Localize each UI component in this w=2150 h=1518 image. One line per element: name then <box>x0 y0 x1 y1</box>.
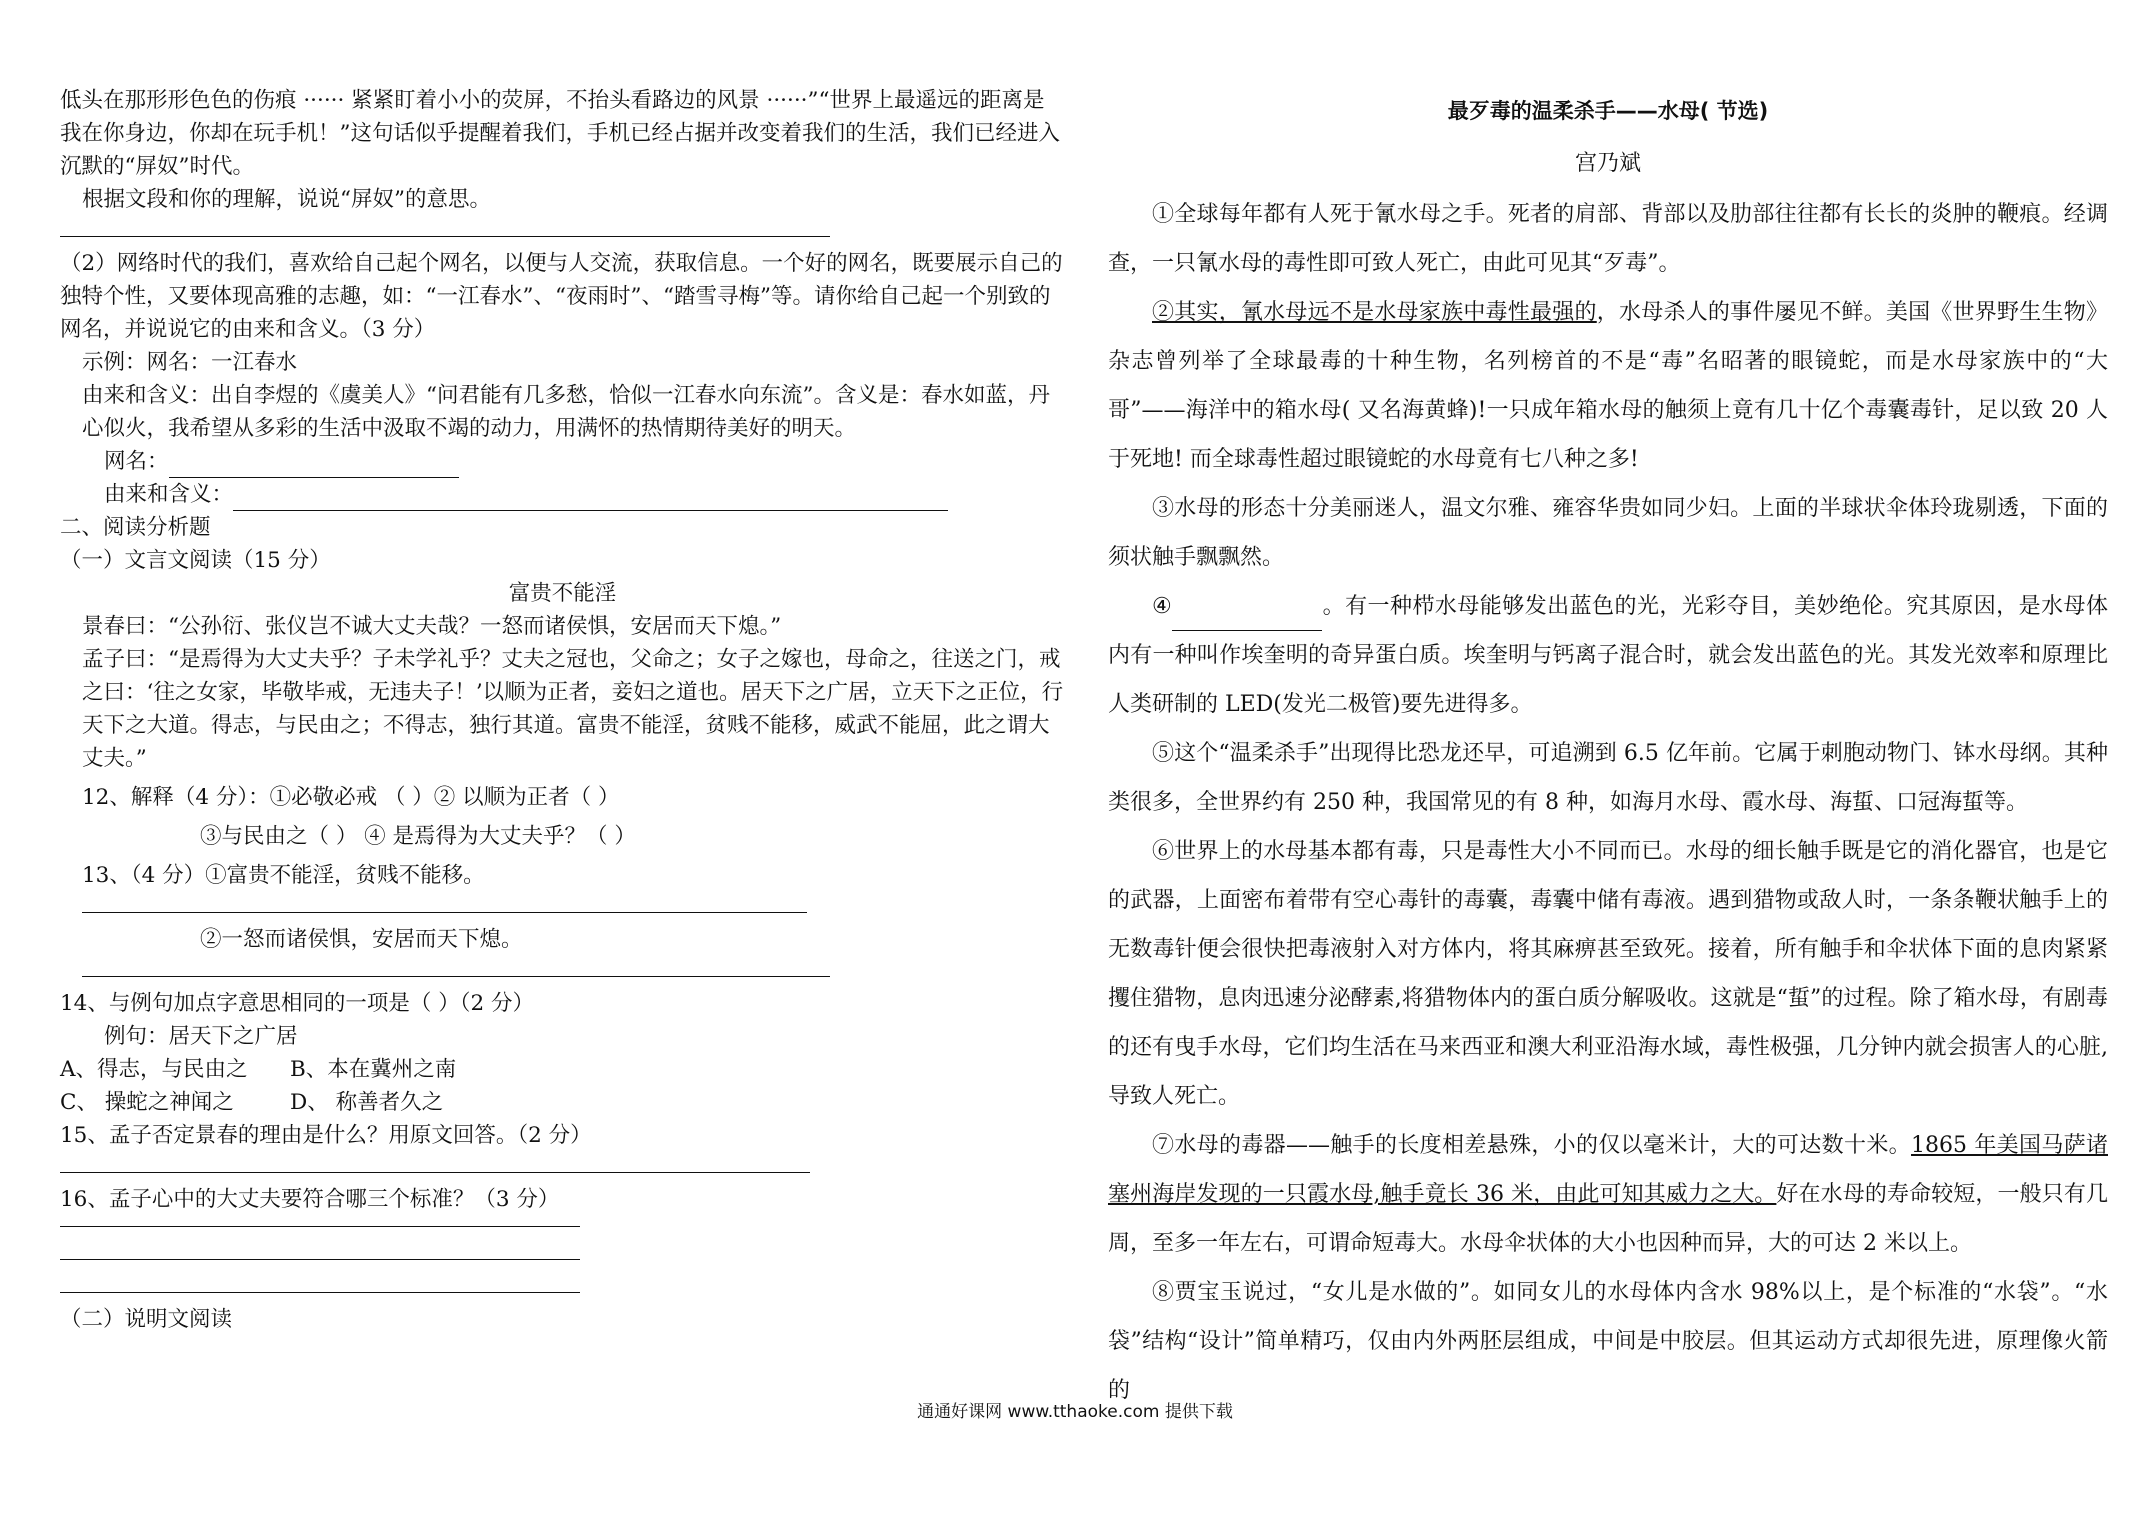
question-15: 15、孟子否定景春的理由是什么？用原文回答。（2 分） <box>60 1123 592 1148</box>
answer-line <box>60 216 830 237</box>
section-2-2-heading: （二）说明文阅读 <box>60 1307 233 1332</box>
article-paragraph-1: ①全球每年都有人死于氰水母之手。死者的肩部、背部以及肋部往往都有长长的炎肿的鞭痕。经调查，一只氰水母的毒性即可致人死亡，由此可见其“歹毒”。 <box>1108 202 2108 276</box>
answer-line <box>82 892 807 913</box>
article-paragraph-4: ④ 。有一种栉水母能够发出蓝色的光，光彩夺目，美妙绝伦。究其原因，是水母体内有一种叫作埃奎明的奇异蛋白质。埃奎明与钙离子混合时，就会发出蓝色的光。其发光效率和原理比人类研制的 LED(发光二极管)要先进得多。 <box>1108 594 2108 717</box>
section-2-1-heading: （一）文言文阅读（15 分） <box>60 548 331 573</box>
question-screen-slave: 根据文段和你的理解，说说“屏奴”的意思。 <box>82 187 491 212</box>
question-14: 14、与例句加点字意思相同的一项是（ ）（2 分） <box>60 991 534 1016</box>
article-paragraph-3: ③水母的形态十分美丽迷人，温文尔雅、雍容华贵如同少妇。上面的半球状伞体玲珑剔透，下面的须状触手飘飘然。 <box>1108 496 2108 570</box>
option-d: D、 称善者久之 <box>290 1090 444 1115</box>
option-a: A、得志，与民由之 <box>60 1057 248 1082</box>
left-column <box>60 84 1065 1336</box>
question-16: 16、孟子心中的大丈夫要符合哪三个标准？（3 分） <box>60 1187 560 1212</box>
underlined-sentence: ②其实，氰水母远不是水母家族中毒性最强的 <box>1152 300 1597 325</box>
option-c: C、 操蛇之神闻之 <box>60 1090 234 1115</box>
option-b: B、本在冀州之南 <box>290 1057 457 1082</box>
name-field-row <box>60 445 1065 478</box>
classic-paragraph-1: 景春曰：“公孙衍、张仪岂不诚大丈夫哉？一怒而诸侯惧，安居而天下熄。” <box>82 614 782 639</box>
article-paragraph-6: ⑥世界上的水母基本都有毒，只是毒性大小不同而已。水母的细长触手既是它的消化器官，也是它的武器，上面密布着带有空心毒针的毒囊，毒囊中储有毒液。遇到猎物或敌人时，一条条鞭状触手上的无数毒针便会很快把毒液射入对方体内，将其麻痹甚至致死。接着，所有触手和伞状体下面的息肉紧紧攫住猎物，息肉迅速分泌酵素,将猎物体内的蛋白质分解吸收。这就是“蜇”的过程。除了箱水母，有剧毒的还有曳手水母，它们均生活在马来西亚和澳大利亚沿海水域，毒性极强，几分钟内就会损害人的心脏,导致人死亡。 <box>1108 839 2108 1109</box>
article-title: 最歹毒的温柔杀手——水母( 节选) <box>1447 99 1769 123</box>
classic-paragraph-2: 孟子曰：“是焉得为大丈夫乎？子未学礼乎？丈夫之冠也，父命之；女子之嫁也，母命之，往送之门，戒之曰：‘往之女家，毕敬毕戒，无违夫子！’以顺为正者，妾妇之道也。居天下之广居，立天下之正位，行天下之大道。得志，与民由之；不得志，独行其道。富贵不能淫，贫贱不能移，威武不能屈，此之谓大丈夫。” <box>82 647 1064 771</box>
name-label: 网名： <box>104 449 169 474</box>
options-row-2 <box>60 1086 1065 1119</box>
origin-blank <box>233 486 948 511</box>
answer-line <box>82 956 830 977</box>
right-column <box>1108 84 2108 1415</box>
section-2-heading: 二、阅读分析题 <box>60 515 211 540</box>
question-13: 13、（4 分）①富贵不能淫，贫贱不能移。 <box>82 863 485 888</box>
question-2: （2）网络时代的我们，喜欢给自己起个网名，以便与人交流，获取信息。一个好的网名，既要展示自己的独特个性，又要体现高雅的志趣，如：“一江春水”、“夜雨时”、“踏雪寻梅”等。请你给自己起一个别致的网名，并说说它的由来和含义。（3 分） <box>60 251 1063 342</box>
origin-label: 由来和含义： <box>104 482 234 507</box>
question-12-b: ③与民由之（ ） ④ 是焉得为大丈夫乎？（ ） <box>200 824 636 849</box>
answer-line <box>60 1216 580 1227</box>
footer-credit: 通通好课网 www.tthaoke.com 提供下载 <box>917 1402 1233 1422</box>
answer-line <box>60 1270 580 1293</box>
underlined-sentence: 1865 年美国马萨诸塞州海岸发现的一只霞水母,触手竟长 36 米，由此可知其威力之大。 <box>1108 1133 2108 1207</box>
options-row-1 <box>60 1053 1065 1086</box>
answer-line <box>60 1237 580 1260</box>
intro-paragraph: 低头在那形形色色的伤痕 ······ 紧紧盯着小小的荧屏，不抬头看路边的风景 ······”“世界上最遥远的距离是我在你身边，你却在玩手机！”这句话似乎提醒着我们，手机已经占据并改变着我们的生活，我们已经进入沉默的“屏奴”时代。 <box>60 88 1060 179</box>
question-12-a: 12、解释（4 分）：①必敬必戒 （ ）② 以顺为正者（ ） <box>82 785 620 810</box>
article-paragraph-7: ⑦水母的毒器——触手的长度相差悬殊，小的仅以毫米计，大的可达数十米。1865 年美国马萨诸塞州海岸发现的一只霞水母,触手竟长 36 米，由此可知其威力之大。好在水母的寿命较短，一般只有几周，至多一年左右，可谓命短毒大。水母伞状体的大小也因种而异，大的可达 2 米以上。 <box>1108 1133 2108 1256</box>
article-paragraph-2: ②其实，氰水母远不是水母家族中毒性最强的，水母杀人的事件屡见不鲜。美国《世界野生生物》杂志曾列举了全球最毒的十种生物，名列榜首的不是“毒”名昭著的眼镜蛇，而是水母家族中的“大哥”——海洋中的箱水母( 又名海黄蜂)!一只成年箱水母的触须上竟有几十亿个毒囊毒针，足以致 20 人于死地! 而全球毒性超过眼镜蛇的水母竟有七八种之多! <box>1108 300 2108 472</box>
origin-field-row <box>60 478 1065 511</box>
article-paragraph-8: ⑧贾宝玉说过，“女儿是水做的”。如同女儿的水母体内含水 98%以上，是个标准的“水袋”。“水袋”结构“设计”简单精巧，仅由内外两胚层组成，中间是中胶层。但其运动方式却很先进，原理像火箭的 <box>1108 1280 2108 1403</box>
article-author: 宫乃斌 <box>1574 151 1641 176</box>
article-paragraph-5: ⑤这个“温柔杀手”出现得比恐龙还早，可追溯到 6.5 亿年前。它属于刺胞动物门、钵水母纲。其种类很多，全世界约有 250 种，我国常见的有 8 种，如海月水母、霞水母、海蜇、口冠海蜇等。 <box>1108 741 2108 815</box>
origin-example: 由来和含义：出自李煜的《虞美人》“问君能有几多愁，恰似一江春水向东流”。含义是：春水如蓝，丹心似火，我希望从多彩的生活中汲取不竭的动力，用满怀的热情期待美好的明天。 <box>82 383 1050 441</box>
fill-blank <box>1172 604 1322 631</box>
answer-line <box>60 1152 810 1173</box>
question-14-example: 例句：居天下之广居 <box>104 1024 298 1049</box>
question-13-2: ②一怒而诸侯惧，安居而天下熄。 <box>200 927 523 952</box>
example-line: 示例：网名：一江春水 <box>82 350 298 375</box>
name-blank <box>169 453 459 478</box>
classic-title: 富贵不能淫 <box>508 581 617 606</box>
